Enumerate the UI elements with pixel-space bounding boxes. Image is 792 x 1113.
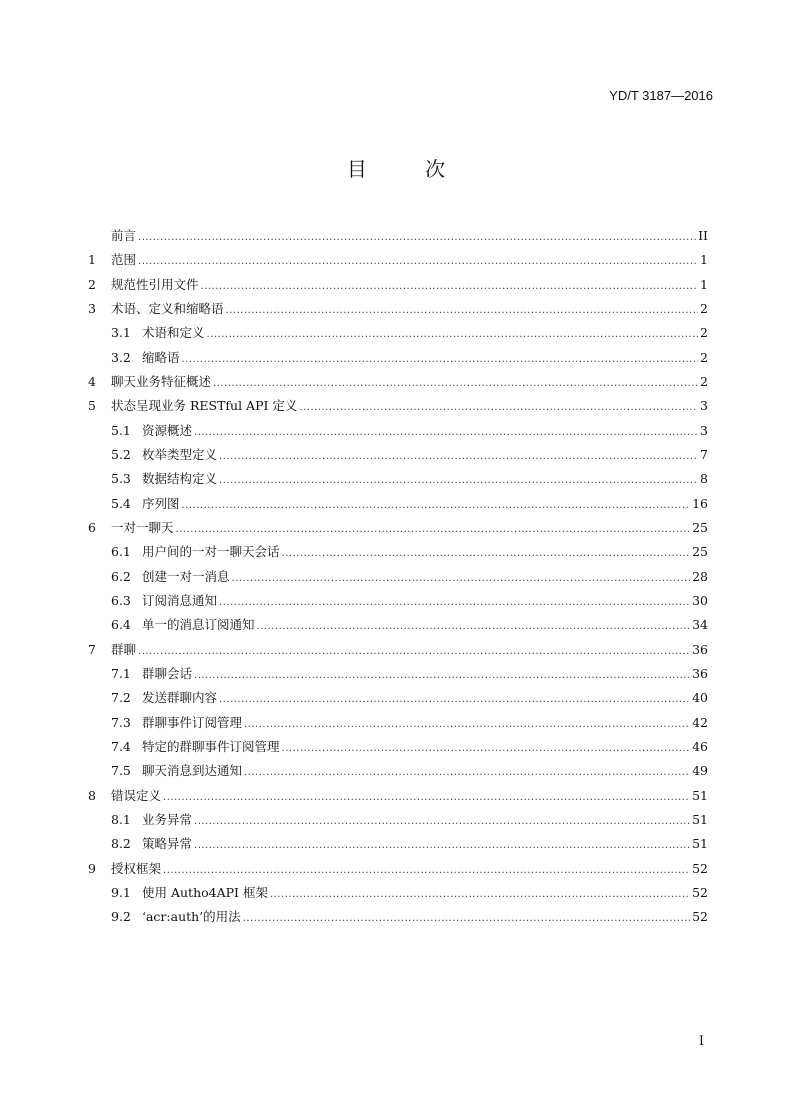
toc-entry-page: 34 <box>692 617 708 633</box>
toc-entry-page: 16 <box>692 495 708 511</box>
toc-entry-label: 聊天业务特征概述 <box>111 373 212 389</box>
toc-entry-label: 枚举类型定义 <box>142 446 218 462</box>
toc-entry[interactable] <box>88 540 708 564</box>
toc-leader-dots <box>219 591 690 615</box>
toc-entry-label: 范围 <box>111 252 137 268</box>
toc-entry-page: 36 <box>692 665 708 681</box>
page-number: I <box>698 1034 704 1049</box>
toc-entry-number: 3.2 <box>111 349 131 365</box>
toc-entry-label: 缩略语 <box>142 349 180 365</box>
toc-entry-page: 52 <box>692 860 708 876</box>
toc-entry-page: 28 <box>692 568 708 584</box>
toc-entry-label: 使用 Autho4API 框架 <box>142 884 268 900</box>
toc-entry[interactable] <box>88 321 708 345</box>
toc-entry-number: 7.5 <box>111 763 131 779</box>
toc-entry[interactable] <box>88 881 708 905</box>
toc-entry-number: 6 <box>88 519 96 535</box>
toc-entry-page: 51 <box>692 836 708 852</box>
toc-entry-label: 序列图 <box>142 495 180 511</box>
toc-entry[interactable] <box>88 735 708 759</box>
toc-entry-page: 40 <box>692 690 708 706</box>
toc-leader-dots <box>270 883 690 907</box>
toc-entry-number: 8.1 <box>111 811 131 827</box>
toc-entry[interactable] <box>88 905 708 929</box>
toc-entry[interactable] <box>88 565 708 589</box>
toc-entry-number: 8.2 <box>111 836 131 852</box>
toc-entry-page: 30 <box>692 592 708 608</box>
toc-entry[interactable] <box>88 613 708 637</box>
toc-entry-page: 1 <box>700 276 708 292</box>
toc-entry-number: 5.2 <box>111 446 131 462</box>
toc-leader-dots <box>232 567 691 591</box>
toc-leader-dots <box>207 323 698 347</box>
toc-entry-page: 2 <box>700 300 708 316</box>
toc-leader-dots <box>163 786 690 810</box>
toc-entry[interactable] <box>88 711 708 735</box>
toc-entry-label: 术语和定义 <box>142 325 205 341</box>
toc-entry-page: 49 <box>692 763 708 779</box>
toc-entry-page: 2 <box>700 325 708 341</box>
toc-entry-number: 6.4 <box>111 617 131 633</box>
toc-entry[interactable] <box>88 516 708 540</box>
toc-leader-dots <box>138 226 696 250</box>
toc-entry-page: 1 <box>700 252 708 268</box>
toc-entry-label: 群聊 <box>111 641 137 657</box>
toc-entry[interactable] <box>88 662 708 686</box>
toc-entry-label: 授权框架 <box>111 860 162 876</box>
toc-entry-label: 数据结构定义 <box>142 471 218 487</box>
toc-entry-number: 7.1 <box>111 665 131 681</box>
toc-leader-dots <box>257 615 691 639</box>
toc-entry-number: 5.3 <box>111 471 131 487</box>
toc-entry-page: 51 <box>692 787 708 803</box>
toc-entry-number: 9.2 <box>111 909 131 925</box>
toc-entry-label: 单一的消息订阅通知 <box>142 617 255 633</box>
toc-entry-label: 策略异常 <box>142 836 193 852</box>
toc-leader-dots <box>182 494 691 518</box>
toc-entry[interactable] <box>88 273 708 297</box>
toc-entry-label: 群聊事件订阅管理 <box>142 714 243 730</box>
toc-entry-number: 5.4 <box>111 495 131 511</box>
toc-entry-number: 5 <box>88 398 96 414</box>
toc-entry-label: 业务异常 <box>142 811 193 827</box>
toc-entry-number: 6.1 <box>111 544 131 560</box>
toc-entry-number: 7.2 <box>111 690 131 706</box>
toc-entry-page: 25 <box>692 544 708 560</box>
toc-leader-dots <box>138 250 698 274</box>
toc-leader-dots <box>163 859 690 883</box>
table-of-contents <box>88 224 708 930</box>
toc-leader-dots <box>194 834 690 858</box>
toc-entry[interactable] <box>88 492 708 516</box>
toc-leader-dots <box>243 907 690 931</box>
toc-entry-number: 9.1 <box>111 884 131 900</box>
toc-entry-page: 46 <box>692 738 708 754</box>
toc-leader-dots <box>244 713 690 737</box>
toc-entry-label: 一对一聊天 <box>111 519 174 535</box>
toc-entry-label: 错误定义 <box>111 787 162 803</box>
toc-entry-page: II <box>698 228 708 243</box>
toc-leader-dots <box>282 542 691 566</box>
toc-entry-number: 2 <box>88 276 96 292</box>
toc-entry[interactable] <box>88 808 708 832</box>
toc-entry-number: 7.4 <box>111 738 131 754</box>
toc-entry-label: 前言 <box>111 228 137 243</box>
toc-entry-page: 42 <box>692 714 708 730</box>
toc-entry[interactable] <box>88 224 708 248</box>
toc-leader-dots <box>244 761 690 785</box>
toc-entry-label: 创建一对一消息 <box>142 568 230 584</box>
toc-entry[interactable] <box>88 589 708 613</box>
toc-entry-page: 3 <box>700 398 708 414</box>
toc-entry-label: 规范性引用文件 <box>111 276 199 292</box>
toc-leader-dots <box>176 518 691 542</box>
toc-entry-number: 7 <box>88 641 96 657</box>
toc-entry[interactable] <box>88 370 708 394</box>
toc-leader-dots <box>194 810 690 834</box>
toc-entry[interactable] <box>88 832 708 856</box>
toc-entry-label: 术语、定义和缩略语 <box>111 300 224 316</box>
toc-entry-label: 聊天消息到达通知 <box>142 763 243 779</box>
toc-leader-dots <box>226 299 698 323</box>
toc-entry-number: 4 <box>88 373 96 389</box>
toc-entry-number: 8 <box>88 787 96 803</box>
toc-entry-page: 52 <box>692 884 708 900</box>
toc-entry-label: 发送群聊内容 <box>142 690 218 706</box>
toc-entry[interactable] <box>88 297 708 321</box>
toc-entry[interactable] <box>88 443 708 467</box>
toc-entry-number: 5.1 <box>111 422 131 438</box>
toc-entry-label: 资源概述 <box>142 422 193 438</box>
toc-entry-page: 2 <box>700 349 708 365</box>
toc-entry-number: 6.3 <box>111 592 131 608</box>
toc-entry-page: 2 <box>700 373 708 389</box>
toc-entry-page: 3 <box>700 422 708 438</box>
toc-leader-dots <box>182 348 698 372</box>
toc-entry-label: 订阅消息通知 <box>142 592 218 608</box>
toc-entry-label: 状态呈现业务 RESTful API 定义 <box>111 398 298 414</box>
toc-leader-dots <box>201 275 698 299</box>
toc-entry[interactable] <box>88 784 708 808</box>
toc-entry-number: 7.3 <box>111 714 131 730</box>
toc-entry[interactable] <box>88 248 708 272</box>
toc-leader-dots <box>138 640 690 664</box>
toc-leader-dots <box>219 445 698 469</box>
toc-leader-dots <box>194 664 690 688</box>
toc-entry-page: 51 <box>692 811 708 827</box>
toc-entry[interactable] <box>88 346 708 370</box>
toc-leader-dots <box>213 372 698 396</box>
toc-entry-page: 8 <box>700 471 708 487</box>
toc-entry-page: 52 <box>692 909 708 925</box>
toc-title: 目 次 <box>346 157 472 181</box>
toc-leader-dots <box>219 688 690 712</box>
toc-entry-number: 3 <box>88 300 96 316</box>
toc-entry[interactable] <box>88 419 708 443</box>
toc-entry-number: 6.2 <box>111 568 131 584</box>
toc-entry-label: 群聊会话 <box>142 665 193 681</box>
toc-entry-page: 25 <box>692 519 708 535</box>
toc-entry-number: 3.1 <box>111 325 131 341</box>
toc-entry[interactable] <box>88 857 708 881</box>
toc-entry-number: 9 <box>88 860 96 876</box>
toc-entry-number: 1 <box>88 252 96 268</box>
toc-leader-dots <box>194 421 698 445</box>
document-code: YD/T 3187—2016 <box>609 88 713 103</box>
toc-entry[interactable] <box>88 394 708 418</box>
toc-entry[interactable] <box>88 467 708 491</box>
toc-entry-label: 用户间的一对一聊天会话 <box>142 544 280 560</box>
toc-entry[interactable] <box>88 638 708 662</box>
toc-entry-label: ‘acr:auth’的用法 <box>142 909 241 925</box>
toc-entry[interactable] <box>88 759 708 783</box>
toc-leader-dots <box>299 396 698 420</box>
toc-entry-page: 36 <box>692 641 708 657</box>
toc-entry[interactable] <box>88 686 708 710</box>
toc-leader-dots <box>219 469 698 493</box>
toc-entry-page: 7 <box>700 446 708 462</box>
toc-entry-label: 特定的群聊事件订阅管理 <box>142 738 280 754</box>
toc-leader-dots <box>282 737 691 761</box>
